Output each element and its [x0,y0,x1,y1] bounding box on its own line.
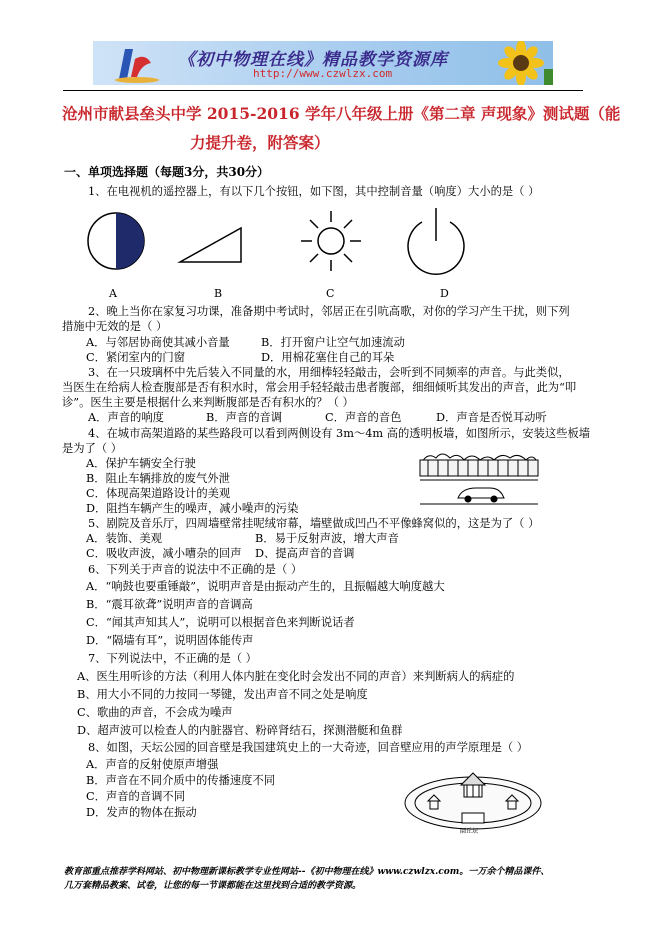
question-4-line2: 是为了（ ） [62,442,123,455]
q2-option-d: D．用棉花塞住自己的耳朵 [261,351,395,364]
q7-option-b: B、用大小不同的力按同一琴键，发出声音不同之处是响度 [77,688,368,701]
question-3-line2: 当医生在给病人检查腹部是否有积水时，常会用手轻轻敲击患者腹部，细细倾听其发出的声音，此为“叩 [62,381,577,394]
q2-option-a: A．与邻居协商使其减小音量 [86,336,230,349]
q6-option-c: C．“闻其声知其人”，说明可以根据音色来判断说话者 [86,616,355,629]
page-title-line2: 力提升卷，附答案） [190,133,330,152]
q7-option-c: C、歌曲的声音，不会成为噪声 [77,706,233,719]
q5-option-d: D、提高声音的音调 [255,547,355,560]
q4-option-a: A．保护车辆安全行驶 [86,457,196,470]
question-2-line1: 2、晚上当你在家复习功课，准备期中考试时，邻居正在引吭高歌，对你的学习产生干扰，则下列 [88,305,570,318]
header-rule [63,90,583,91]
q8-option-d: D．发声的物体在振动 [86,806,197,819]
echo-wall-caption: 圜丘坛 [460,828,479,835]
q5-option-b: B．易于反射声波，增大声音 [255,532,399,545]
highway-barrier-figure [418,448,540,510]
q8-option-b: B．声音在不同介质中的传播速度不同 [86,774,276,787]
q2-option-b: B．打开窗户让空气加速流动 [261,336,405,349]
q6-option-b: B．“震耳欲聋”说明声音的音调高 [86,598,253,611]
q5-option-a: A．装饰、美观 [86,532,162,545]
footer-line1: 教育部重点推荐学科网站、初中物理新课标教学专业性网站--《初中物理在线》www.czwlzx.com。一万余个精品课件、 [64,867,550,877]
question-3-line3: 诊”。医生主要是根据什么来判断腹部是否有积水的？（ ） [62,396,354,409]
half-circle-icon [88,213,144,269]
sunflower-icon [488,41,553,85]
question-2-line2: 措施中无效的是（ ） [62,320,168,333]
q3-option-a: A．声音的响度 [88,411,164,424]
power-icon [408,208,464,274]
volume-triangle-icon [180,228,241,262]
q4-option-c: C．体现高架道路设计的美观 [86,487,231,500]
question-1-stem: 1、在电视机的遥控器上，有以下几个按钮，如下图，其中控制音量（响度）大小的是（ ） [88,185,540,198]
q4-option-d: D．阻挡车辆产生的噪声，减小噪声的污染 [86,502,299,515]
q1-label-b: B [214,287,223,300]
question-6-stem: 6、下列关于声音的说法中不正确的是（ ） [88,563,303,576]
q3-option-b: B．声音的音调 [206,411,283,424]
section-heading: 一、单项选择题（每题3分，共30分） [64,165,270,179]
q3-option-d: D．声音是否悦耳动听 [436,411,547,424]
q2-option-c: C．紧闭室内的门窗 [86,351,186,364]
logo-icon [97,43,167,83]
question-3-line1: 3、在一只玻璃杯中先后装入不同量的水，用细棒轻轻敲击，会听到不同频率的声音。与此类似， [88,366,570,379]
q7-option-d: D、超声波可以检查人的内脏器官、粉碎肾结石，探测潜艇和鱼群 [77,724,403,737]
footer-line2: 几万套精品教案、试卷，让您的每一节课都能在这里找到合适的教学资源。 [64,881,362,891]
q6-option-d: D．“隔墙有耳”，说明固体能传声 [86,634,254,647]
q4-option-b: B．阻止车辆排放的废气外泄 [86,472,230,485]
q5-option-c: C．吸收声波，减小嘈杂的回声 [86,547,242,560]
q1-label-d: D [440,287,449,300]
brightness-sun-icon [301,211,361,271]
header-banner [93,41,553,85]
question-5-stem: 5、剧院及音乐厅，四周墙壁常挂呢绒帘幕，墙壁做成凹凸不平像蜂窝似的，这是为了（ ） [88,517,540,530]
question-7-stem: 7、下列说法中，不正确的是（ ） [88,652,257,665]
q1-label-c: C [326,287,335,300]
q1-button-figure [84,208,484,276]
page-title: 沧州市献县垒头中学 2015-2016 学年八年级上册《第二章 声现象》测试题（能 [62,104,621,123]
question-8-stem: 8、如图，天坛公园的回音壁是我国建筑史上的一大奇迹，回音壁应用的声学原理是（ ） [88,741,529,754]
q6-option-a: A．“响鼓也要重锤敲”，说明声音是由振动产生的，且振幅越大响度越大 [86,580,445,593]
banner-title: 《初中物理在线》精品教学资源库 [178,50,448,70]
q3-option-c: C．声音的音色 [325,411,402,424]
echo-wall-figure [398,755,548,835]
banner-url: http://www.czwlzx.com [253,67,393,80]
q8-option-a: A．声音的反射使原声增强 [86,758,219,771]
question-4-line1: 4、在城市高架道路的某些路段可以看到两侧设有 3m～4m 高的透明板墙，如图所示，安装这些板墙 [88,427,591,440]
q1-label-a: A [109,287,117,300]
q8-option-c: C．声音的音调不同 [86,790,186,803]
q7-option-a: A、医生用听诊的方法（利用人体内脏在变化时会发出不同的声音）来判断病人的病症的 [77,670,515,683]
